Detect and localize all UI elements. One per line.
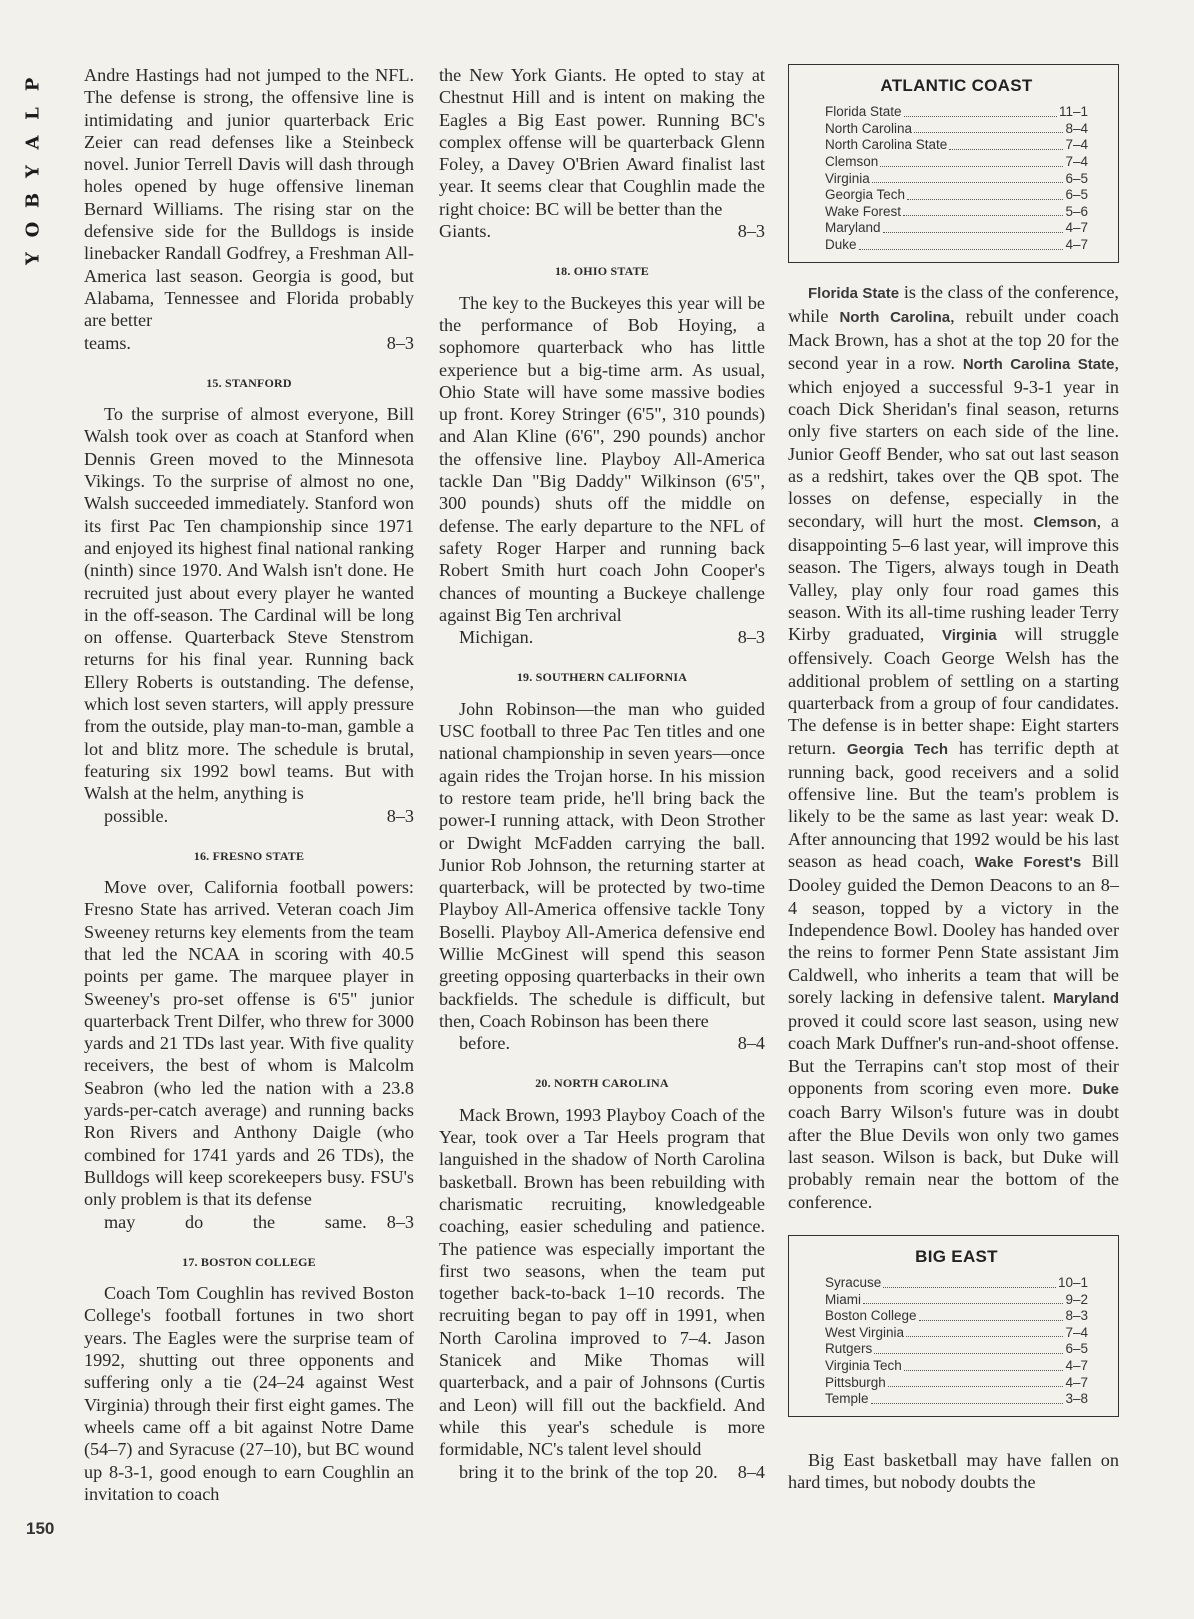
paragraph-end: Giants. 8–3 [439, 221, 765, 242]
paragraph-end: may do the same. 8–3 [104, 1211, 414, 1232]
article-paragraph: the New York Giants. He opted to stay at Chestnut Hill and is intent on making the Eagles a Big East power. Running BC's complex offense will be quarterback Glenn Foley, a Davey O'Brien Award finalist last year. It seems clear that Coughlin made the right choice: BC will be better than the Giants. 8–3 [439, 65, 765, 242]
standings-row: Duke 4–7 [825, 237, 1088, 253]
paragraph-end: bring it to the brink of the top 20. 8–4 [459, 1461, 765, 1482]
standings-row: North Carolina State 7–4 [825, 137, 1088, 153]
article-paragraph: Andre Hastings had not jumped to the NFL. The defense is strong, the offensive line is intimidating and junior quarterback Eric Zeier can read defenses like a Steinbeck novel. Junior Terrell Davis will dash through holes opened by huge offensive lineman Bernard Williams. The rising star on the defensive side for the Bulldogs is inside linebacker Randall Godfrey, a Freshman All-America last season. Georgia is good, but Alabama, Tennessee and Florida probably are better teams. 8–3 [84, 65, 414, 353]
standings-row: Virginia 6–5 [825, 170, 1088, 186]
prediction-record: 8–3 [737, 221, 765, 242]
team-name: Virginia [942, 627, 997, 645]
paragraph-end: before. 8–4 [459, 1033, 765, 1054]
section-heading: 15. STANFORD [206, 375, 292, 390]
team-name: North Carolina State [962, 355, 1115, 373]
column-3 [788, 64, 1119, 1493]
section-heading: 20. NORTH CAROLINA [535, 1076, 669, 1091]
prediction-record: 8–3 [386, 805, 414, 826]
section-heading: 16. FRESNO STATE [193, 848, 305, 863]
standings-row: Rutgers 6–5 [825, 1341, 1088, 1357]
prediction-record: 8–3 [386, 332, 414, 353]
team-name: Georgia Tech [846, 740, 949, 758]
magazine-side-label [22, 70, 44, 273]
standings-row: Georgia Tech 6–5 [825, 187, 1088, 203]
standings-row: Pittsburgh 4–7 [825, 1374, 1088, 1390]
standings-row: West Virginia 7–4 [825, 1324, 1088, 1340]
article-paragraph: John Robinson—the man who guided USC football to three Pac Ten titles and one national championship in seven years—once again rides the Trojan horse. In his mission to restore team pride, he'll bring back the power-I running attack, with Deon Strother or Dwight McFadden carrying the ball. Junior Rob Johnson, the returning starter at quarterback, will be protected by two-time Playboy All-America offensive tackle Tony Boselli. Playboy All-America defensive end Willie McGinest will spend this season greeting opposing quarterbacks in their own backfields. The schedule is difficult, but then, Coach Robinson has been there before. 8–4 [439, 698, 765, 1054]
standings-row: Florida State 11–1 [825, 104, 1088, 120]
team-name: Maryland [1053, 989, 1119, 1007]
standings-row: Temple 3–8 [825, 1391, 1088, 1407]
team-name: Florida State [808, 284, 900, 302]
article-paragraph: Move over, California football powers: Fresno State has arrived. Veteran coach Jim Sweeney returns key elements from the team that led the NCAA in scoring with 40.5 points per game. The marquee player in Sweeney's pro-set offense is 6'5" junior quarterback Trent Dilfer, who threw for 3000 yards and 21 TDs last year. With five quality receivers, the best of whom is Malcolm Seabron (who led the nation with a 23.8 yards-per-catch average) and running backs Ron Rivers and Anthony Daigle (who combined for 1741 yards and 26 TDs), the Bulldogs will keep scorekeepers busy. FSU's only problem is that its defense may do the same. 8–3 [84, 877, 414, 1232]
paragraph-end: possible. 8–3 [104, 805, 414, 826]
side-letter: P [22, 77, 44, 92]
article-paragraph: Big East basketball may have fallen on hard times, but nobody doubts the [788, 1449, 1119, 1493]
side-letter: A [22, 135, 44, 150]
side-letter: L [22, 107, 44, 120]
prediction-record: 8–4 [737, 1033, 765, 1054]
prediction-record: 8–3 [386, 1211, 414, 1232]
standings-row: Virginia Tech 4–7 [825, 1358, 1088, 1374]
side-letter: Y [22, 252, 44, 265]
standings-row: Syracuse 10–1 [825, 1275, 1088, 1291]
standings-row: Maryland 4–7 [825, 220, 1088, 236]
section-heading: 18. OHIO STATE [554, 264, 650, 279]
team-name: Wake Forest's [974, 854, 1082, 872]
side-letter: B [22, 192, 44, 209]
team-name: Clemson [1033, 513, 1097, 531]
standings-row: Clemson 7–4 [825, 154, 1088, 170]
column-2 [439, 64, 765, 1483]
standings-row: North Carolina 8–4 [825, 120, 1088, 136]
paragraph-end: teams. 8–3 [84, 332, 414, 353]
side-letter: O [22, 221, 44, 238]
standings-row: Wake Forest 5–6 [825, 203, 1088, 219]
prediction-record: 8–3 [737, 627, 765, 648]
team-name: Duke [1082, 1081, 1119, 1099]
standings-row: Miami 9–2 [825, 1291, 1088, 1307]
section-heading: 17. BOSTON COLLEGE [182, 1254, 316, 1269]
standings-title: ATLANTIC COAST [880, 76, 1033, 95]
paragraph-end: Michigan. 8–3 [459, 627, 765, 648]
team-name: North Carolina [839, 308, 951, 326]
column-1 [84, 64, 414, 1505]
article-paragraph: Mack Brown, 1993 Playboy Coach of the Year, took over a Tar Heels program that languished in the shadow of North Carolina basketball. Brown has been rebuilding with charismatic recruiting, knowledgeable coaching, easier scheduling and patience. The patience was especially important the first two seasons, when the team put together back-to-back 1–10 records. The recruiting began to pay off in 1991, when North Carolina improved to 7–4. Jason Stanicek and Mike Thomas will quarterback, and a pair of Johnsons (Curtis and Leon) will fill out the backfield. And while this year's schedule is more formidable, NC's talent level should bring it to the brink of the top 20. 8–4 [439, 1104, 765, 1482]
page-number: 150 [26, 1519, 55, 1538]
prediction-record: 8–4 [737, 1461, 765, 1482]
standings-box-big-east [788, 1235, 1119, 1417]
standings-box-atlantic-coast [788, 64, 1119, 263]
section-heading: 19. SOUTHERN CALIFORNIA [516, 670, 688, 685]
standings-row: Boston College 8–3 [825, 1308, 1088, 1324]
article-paragraph: To the surprise of almost everyone, Bill Walsh took over as coach at Stanford when Dennis Green moved to the Minnesota Vikings. To the surprise of almost no one, Walsh succeeded immediately. Stanford won its first Pac Ten championship since 1971 and enjoyed its highest final national ranking (ninth) since 1970. And Walsh isn't done. He recruited just about every player he wanted in the off-season. The Cardinal will be long on offense. Quarterback Steve Stenstrom returns for his final year. Running back Ellery Roberts is outstanding. The defense, which lost seven starters, will apply pressure from the outside, play man-to-man, gamble a lot and blitz more. The schedule is brutal, featuring six 1992 bowl teams. But with Walsh at the helm, anything is possible. 8–3 [84, 404, 414, 826]
side-letter: Y [22, 165, 44, 178]
standings-title: BIG EAST [915, 1246, 998, 1266]
article-paragraph: Florida State is the class of the conference, while North Carolina, rebuilt under coach Mack Brown, has a shot at the top 20 for the second year in a row. North Carolina State, which enjoyed a successful 9-3-1 year in coach Dick Sheridan's final season, returns only five starters on each side of the line. Junior Geoff Bender, who sat out last season as a redshirt, takes over the QB spot. The losses on defense, especially in the secondary, will hurt the most. Clemson, a disappointing 5–6 last year, will improve this season. The Tigers, always tough in Death Valley, play only four road games this season. With its all-time rushing leader Terry Kirby graduated, Virginia will struggle offensively. Coach George Welsh has the additional problem of settling on a starting quarterback from a group of four candidates. The defense is in better shape: Eight starters return. Georgia Tech has terrific depth at running back, good receivers and a solid offensive line. But the team's problem is likely to be the same as last year: weak D. After announcing that 1992 would be his last season as head coach, Wake Forest's Bill Dooley guided the Demon Deacons to an 8–4 season, topped by a victory in the Independence Bowl. Dooley has handed over the reins to former Penn State assistant Jim Caldwell, who inherits a team that will be sorely lacking in defensive talent. Maryland proved it could score last season, using new coach Mark Duffner's run-and-shoot offense. But the Terrapins can't stop most of their opponents from scoring even more. Duke coach Barry Wilson's future was in doubt after the Blue Devils won only two games last season. Wilson is back, but Duke will probably remain near the bottom of the conference. [788, 281, 1120, 1212]
article-paragraph: The key to the Buckeyes this year will be the performance of Bob Hoying, a sophomore quarterback who has little experience but a big-time arm. As usual, Ohio State will have some massive bodies up front. Korey Stringer (6'5", 310 pounds) and Alan Kline (6'6", 290 pounds) anchor the offensive line. Playboy All-America tackle Dan "Big Daddy" Wilkinson (6'5", 300 pounds) shuts off the middle on defense. The early departure to the NFL of safety Roger Harper and running back Robert Smith hurt coach John Cooper's chances of mounting a Buckeye challenge against Big Ten archrival Michigan. 8–3 [439, 292, 765, 648]
article-paragraph: Coach Tom Coughlin has revived Boston College's football fortunes in two short years. The Eagles were the surprise team of 1992, shutting out three opponents and suffering only a tie (24–24 against West Virginia) through their first eight games. The wheels came off a bit against Notre Dame (54–7) and Syracuse (27–10), but BC wound up 8-3-1, good enough to earn Coughlin an invitation to coach [84, 1283, 414, 1504]
